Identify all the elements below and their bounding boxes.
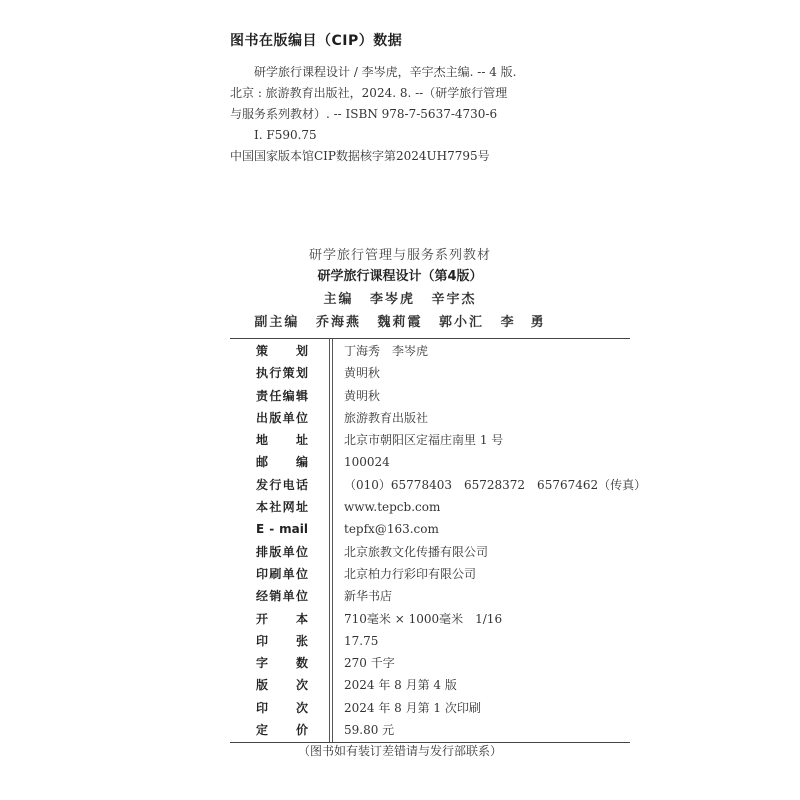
table-row [230, 518, 630, 540]
row-label: 本社网址 [256, 500, 308, 515]
table-row [230, 563, 630, 585]
row-label: 经销单位 [256, 589, 308, 604]
table-row [230, 697, 630, 719]
row-value: www.tepcb.com [344, 500, 441, 515]
row-value: 北京柏力行彩印有限公司 [344, 566, 477, 581]
row-label: 印刷单位 [256, 566, 308, 581]
row-label: 印次 [256, 700, 308, 715]
row-value: 旅游教育出版社 [344, 410, 429, 425]
row-value: 710毫米 × 1000毫米 1/16 [344, 611, 503, 626]
table-row [230, 674, 630, 696]
row-label: E - mail [256, 522, 308, 537]
row-label: 发行电话 [256, 477, 308, 492]
cip-line-classification: Ⅰ. F590.75 [254, 128, 317, 142]
table-row [230, 630, 630, 652]
row-label: 字数 [256, 656, 308, 671]
table-row [230, 541, 630, 563]
table-row [230, 585, 630, 607]
row-label: 邮编 [256, 455, 308, 470]
row-value: 北京旅教文化传播有限公司 [344, 544, 489, 559]
row-label: 地址 [256, 433, 308, 448]
row-value: 黄明秋 [344, 366, 381, 381]
table-row [230, 719, 630, 741]
table-row [230, 652, 630, 674]
table-row [230, 496, 630, 518]
row-value: 2024 年 8 月第 1 次印刷 [344, 700, 481, 715]
cip-data-block [230, 62, 590, 167]
row-value: 新华书店 [344, 589, 393, 604]
table-top-rule [230, 338, 630, 339]
table-row [230, 407, 630, 429]
table-row [230, 451, 630, 473]
row-value: 丁海秀 李岑虎 [344, 344, 429, 358]
series-title: 研学旅行管理与服务系列教材 [308, 248, 491, 263]
deputy-editor-name: 魏莉霞 [377, 315, 423, 330]
row-label: 执行策划 [256, 366, 308, 381]
row-value: 100024 [344, 455, 390, 470]
deputy-editor-name: 郭小汇 [439, 315, 485, 330]
deputy-editor-name: 乔海燕 [315, 315, 361, 330]
row-value: （010）65778403 65728372 65767462（传真） [344, 477, 647, 492]
row-label: 责任编辑 [256, 388, 308, 403]
row-label: 印张 [256, 633, 308, 648]
cip-line-publisher: 北京 : 旅游教育出版社，2024. 8. --（研学旅行管理 [230, 86, 508, 100]
table-row [230, 362, 630, 384]
deputy-editor-name: 李 勇 [500, 315, 546, 330]
chief-editor-name: 辛宇杰 [431, 292, 477, 307]
row-value: 黄明秋 [344, 388, 381, 403]
table-row [230, 429, 630, 451]
row-value: 270 千字 [344, 656, 395, 671]
cip-line-record-number: 中国国家版本馆CIP数据核字第2024UH7795号 [230, 149, 490, 163]
row-label: 策划 [256, 344, 308, 358]
row-value: 北京市朝阳区定福庄南里 1 号 [344, 433, 504, 448]
table-row [230, 474, 647, 496]
cip-heading: 图书在版编目（CIP）数据 [230, 33, 403, 49]
row-value: tepfx@163.com [344, 522, 439, 537]
table-row [230, 385, 630, 407]
cip-line-isbn: 与服务系列教材）. -- ISBN 978-7-5637-4730-6 [230, 107, 498, 121]
deputy-editor-label: 副主编 [254, 315, 300, 330]
row-label: 开本 [256, 611, 308, 626]
row-label: 排版单位 [256, 544, 308, 559]
book-title: 研学旅行课程设计（第4版） [317, 269, 483, 284]
row-value: 17.75 [344, 633, 379, 648]
row-label: 出版单位 [256, 410, 308, 425]
chief-editor-name: 李岑虎 [369, 292, 415, 307]
row-label: 版次 [256, 678, 308, 693]
row-label: 定价 [256, 723, 308, 738]
row-value: 59.80 元 [344, 723, 395, 738]
row-value: 2024 年 8 月第 4 版 [344, 678, 457, 693]
table-row [230, 340, 630, 362]
chief-editor-label: 主编 [323, 292, 354, 307]
table-rows [230, 340, 647, 741]
table-row [230, 608, 630, 630]
footer-note: （图书如有装订差错请与发行部联系） [297, 744, 502, 758]
chief-editors [0, 288, 800, 307]
cip-line-title: 研学旅行课程设计 / 李岑虎，辛宇杰主编. -- 4 版. [254, 65, 517, 79]
deputy-editors [0, 311, 800, 330]
